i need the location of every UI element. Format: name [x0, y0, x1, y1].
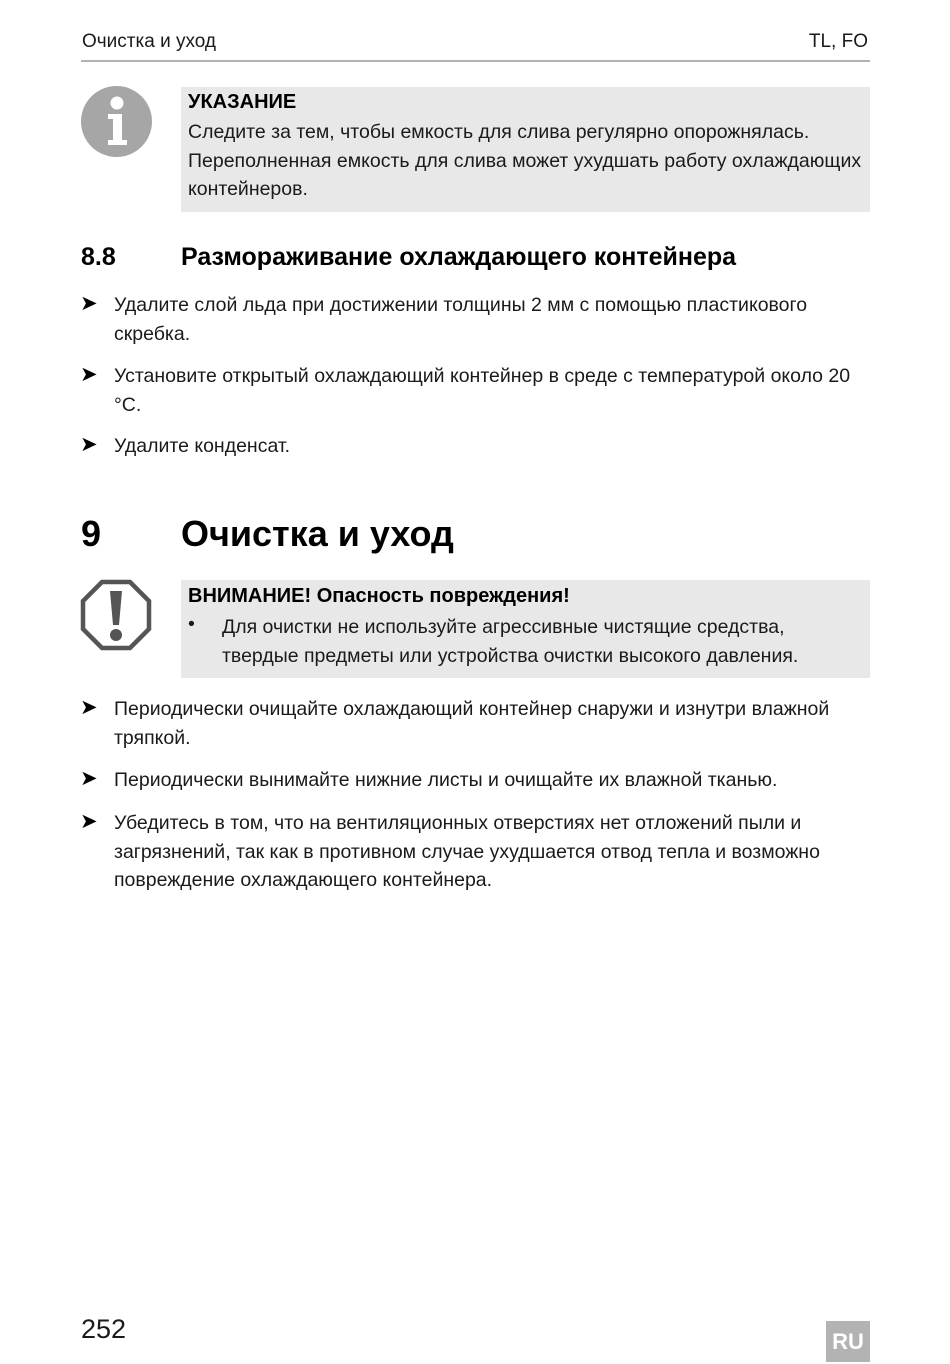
step-item: Убедитесь в том, что на вентиляционных отверстиях нет отложений пыли и загрязнений, так как в противном случае ухудшается отвод тепла и возможно повреждение охлаждающего контейнера. — [114, 812, 820, 891]
step-arrow-icon: ➤ — [80, 696, 98, 719]
warning-bullet: • — [188, 613, 195, 635]
step-arrow-icon: ➤ — [80, 767, 98, 790]
step-arrow-icon: ➤ — [80, 433, 98, 456]
step-item: Установите открытый охлаждающий контейнер в среде с температурой около 20 °C. — [114, 365, 851, 416]
step-item: Удалите слой льда при достижении толщины 2 мм с помощью пластикового скребка. — [114, 294, 808, 345]
chapter-9-number: 9 — [81, 513, 102, 554]
step-arrow-icon: ➤ — [80, 810, 98, 833]
note-title: УКАЗАНИЕ — [188, 91, 297, 113]
warning-octagon-icon — [80, 579, 152, 651]
running-header-models: TL, FO — [808, 31, 868, 52]
info-icon — [81, 86, 152, 157]
section-8-8-number: 8.8 — [81, 243, 116, 271]
language-badge: RU — [826, 1321, 870, 1362]
note-text: Следите за тем, чтобы емкость для слива регулярно опорожнялась. Переполненная емкость для слива может ухудшать работу охлаждающих контейнеров. — [188, 121, 862, 200]
step-arrow-icon: ➤ — [80, 363, 98, 386]
step-arrow-icon: ➤ — [80, 292, 98, 315]
running-header-title: Очистка и уход — [82, 31, 216, 52]
page-number: 252 — [81, 1314, 127, 1344]
chapter-9-title: Очистка и уход — [181, 513, 454, 554]
step-item: Удалите конденсат. — [114, 435, 291, 457]
header-divider — [81, 60, 870, 62]
step-item: Периодически вынимайте нижние листы и очищайте их влажной тканью. — [114, 769, 778, 791]
warning-title: ВНИМАНИЕ! Опасность повреждения! — [188, 585, 570, 607]
section-8-8-title: Размораживание охлаждающего контейнера — [181, 243, 737, 271]
warning-text: Для очистки не используйте агрессивные чистящие средства, твердые предметы или устройства очистки высокого давления. — [222, 616, 799, 667]
step-item: Периодически очищайте охлаждающий контейнер снаружи и изнутри влажной тряпкой. — [114, 698, 830, 749]
